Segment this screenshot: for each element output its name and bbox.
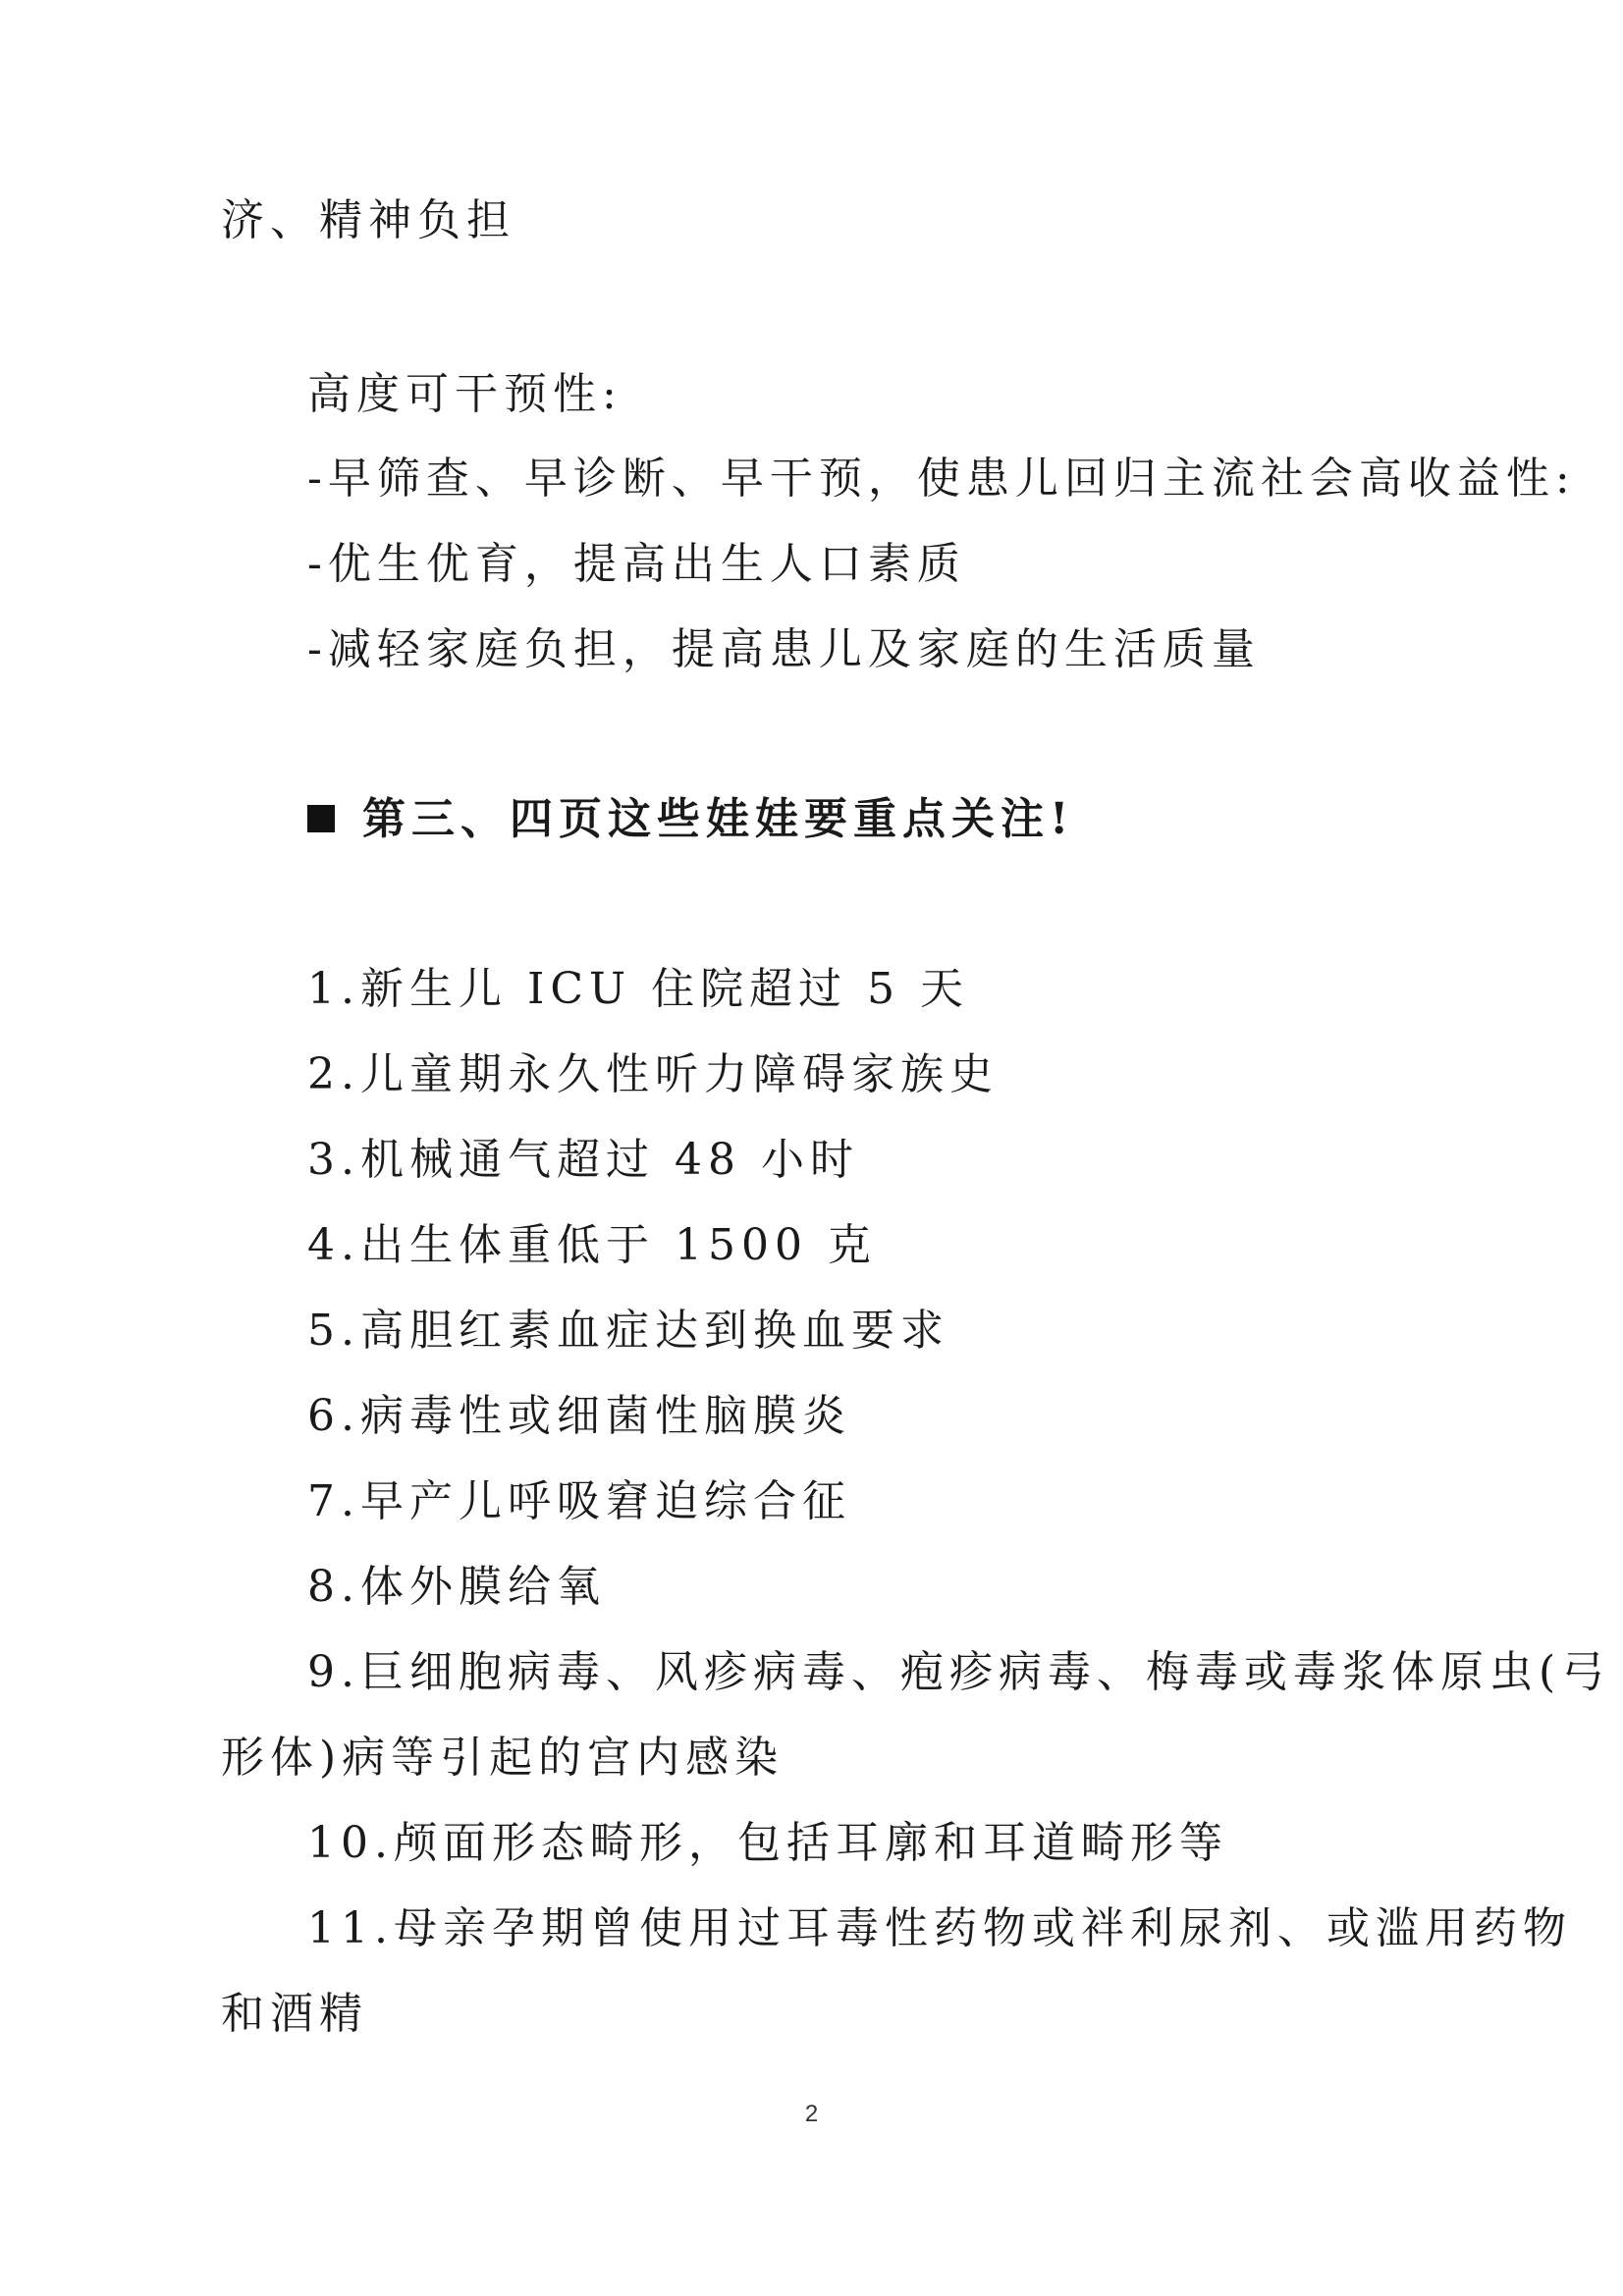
page-number: 2 — [804, 2101, 819, 2127]
risk-factor-item: 4.出生体重低于 1500 克 — [307, 1220, 877, 1270]
preventability-title: 高度可干预性: — [307, 369, 622, 419]
risk-factor-item: 9.巨细胞病毒、风疹病毒、疱疹病毒、梅毒或毒浆体原虫(弓 — [307, 1647, 1611, 1697]
risk-factor-item: 3.机械通气超过 48 小时 — [307, 1135, 859, 1185]
risk-factor-item-continuation: 和酒精 — [221, 1989, 368, 2039]
section-heading-text: 第三、四页这些娃娃要重点关注! — [362, 794, 1075, 844]
risk-factor-item: 10.颅面形态畸形，包括耳廓和耳道畸形等 — [307, 1818, 1228, 1868]
risk-factor-item: 1.新生儿 ICU 住院超过 5 天 — [307, 964, 970, 1014]
risk-factor-item-continuation: 形体)病等引起的宫内感染 — [221, 1733, 784, 1783]
section-heading — [307, 790, 1074, 849]
square-bullet-icon — [307, 805, 335, 832]
risk-factor-item: 8.体外膜给氧 — [307, 1562, 606, 1612]
preventability-item: -减轻家庭负担，提高患儿及家庭的生活质量 — [307, 624, 1261, 674]
risk-factor-item: 6.病毒性或细菌性脑膜炎 — [307, 1391, 851, 1441]
risk-factor-item: 2.儿童期永久性听力障碍家族史 — [307, 1049, 999, 1099]
risk-factor-item: 11.母亲孕期曾使用过耳毒性药物或袢利尿剂、或滥用药物 — [307, 1903, 1572, 1953]
risk-factor-item: 5.高胆红素血症达到换血要求 — [307, 1306, 949, 1356]
preventability-item: -早筛查、早诊断、早干预，使患儿回归主流社会高收益性: — [307, 454, 1576, 504]
risk-factor-item: 7.早产儿呼吸窘迫综合征 — [307, 1476, 851, 1526]
continuation-text: 济、精神负担 — [221, 195, 515, 245]
preventability-item: -优生优育，提高出生人口素质 — [307, 539, 966, 589]
